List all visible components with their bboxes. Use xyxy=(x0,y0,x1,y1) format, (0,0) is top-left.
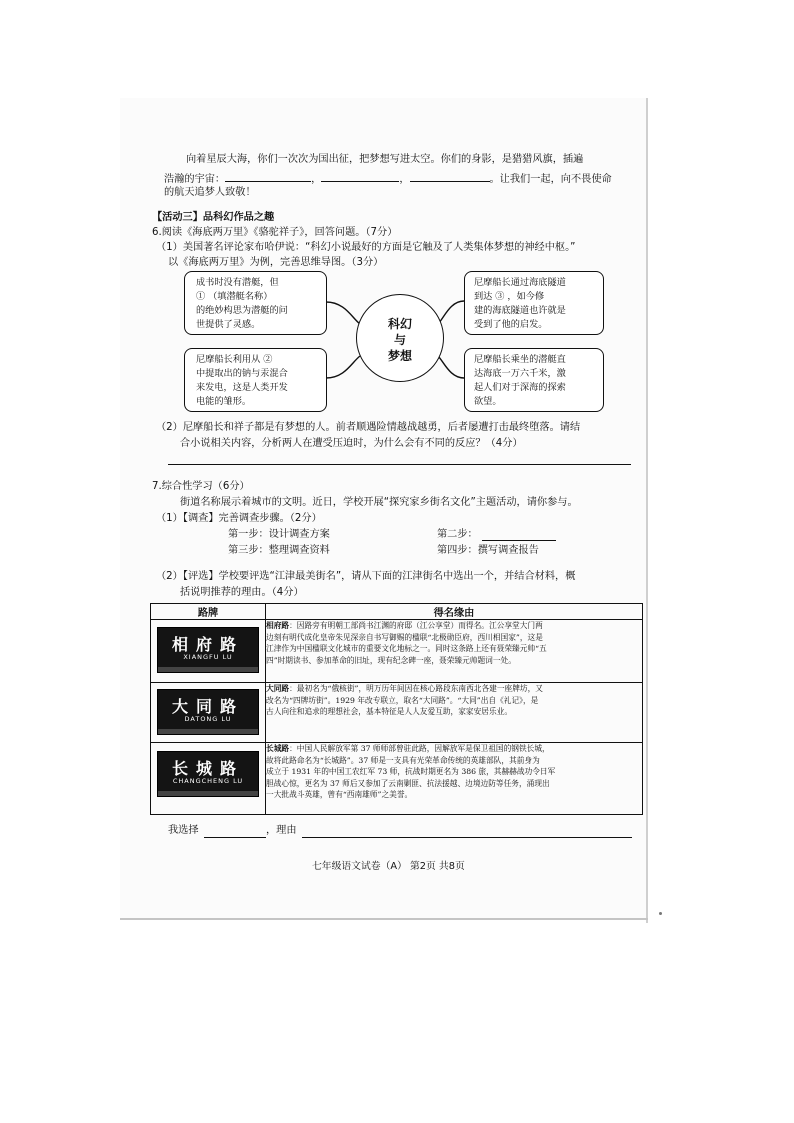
table-row xyxy=(151,620,643,683)
mindmap-tl-line-3: 的绝妙构思为潜艇的问 xyxy=(196,305,288,316)
choose-label: 我选择 xyxy=(168,825,199,836)
q6-part1-line1: （1）美国著名评论家布哈伊说：“科幻小说最好的方面是它触及了人类集体梦想的神经中枢。” xyxy=(156,242,576,253)
mindmap-bl-line-2: 中提取出的钠与汞混合 xyxy=(196,368,288,379)
q6-part2-line2: 合小说相关内容，分析两人在遭受压迫时，为什么会有不同的反应？（4分） xyxy=(180,438,523,449)
mindmap-br-line-1: 尼摩船长乘坐的潜艇直 xyxy=(474,354,566,365)
reason-cell: 长城路：中国人民解放军第 37 师师部曾驻此路，因解放军是保卫祖国的钢铁长城， 故将此路命名为“长城路”。37 师是一支具有光荣革命传统的英雄部队，其前身为 成立于 1931 年的中国工农红军 73 师，抗战时期更名为 386 旅，其赫赫战功令日军 胆战心惊，更名为 37 师后又参加了云南剿匪、抗法援越、边境边防等任务，涌现出 一大批战斗英雄，曾有“西南雄师”之美誉。 xyxy=(266,743,643,815)
street-sign-datong: 大同路 DATONG LU xyxy=(157,689,259,735)
mindmap-bl-line-1: 尼摩船长利用从 ② xyxy=(196,354,273,365)
table-header-row xyxy=(151,604,643,620)
header-reason: 得名缘由 xyxy=(266,604,643,620)
street-name-table xyxy=(150,603,643,815)
mindmap-tr-line-2: 到达 ③ ，如今修 xyxy=(474,291,545,302)
mindmap-tr-line-1: 尼摩船长通过海底隧道 xyxy=(474,277,566,288)
sign-cell xyxy=(151,683,266,743)
mindmap-center-circle xyxy=(356,294,444,382)
q7-title: 7.综合性学习（6分） xyxy=(152,481,250,492)
mindmap-br-line-2: 达海底一万六千米，激 xyxy=(474,368,566,379)
answer-line-q6[interactable] xyxy=(168,464,631,465)
q7-part1: （1）【调查】完善调查步骤。（2分） xyxy=(156,513,322,524)
q7-part2-line2: 括说明推荐的理由。（4分） xyxy=(180,587,304,598)
header-sign: 路牌 xyxy=(151,604,266,620)
q7-part2-line1: （2）【评选】学校要评选“江津最美街名”，请从下面的江津街名中选出一个，并结合材料，概 xyxy=(156,571,576,582)
mindmap-tl-line-1: 成书时没有潜艇，但 xyxy=(196,277,279,288)
reason-label: ，理由 xyxy=(266,825,297,836)
table-row xyxy=(151,743,643,815)
mindmap-bl-line-4: 电能的雏形。 xyxy=(196,396,252,407)
poem-line-3: 的航天追梦人致敬！ xyxy=(164,187,256,198)
q7-intro: 街道名称展示着城市的文明。近日，学校开展“探究家乡街名文化”主题活动，请你参与。 xyxy=(180,497,578,508)
step-4: 第四步：撰写调查报告 xyxy=(437,545,539,556)
poem-line-2: 浩瀚的宇宙： ， ， 。让我们一起，向不畏使命 xyxy=(164,170,612,187)
center-text-1: 科幻 xyxy=(387,317,412,331)
reason-cell: 大同路：最初名为“俄核街”，明万历年间因在核心路段东南西北各建一座牌坊，又 改名为“四牌坊街”。1929 年改专联立，取名“大同路”。“大同”出自《礼记》，是 古人向往和追求的理想社会，基本特征是人人友爱互助，家家安居乐业。 xyxy=(266,683,643,743)
table-row xyxy=(151,683,643,743)
mindmap-br-line-3: 起人们对于深海的探索 xyxy=(474,382,566,393)
step-1: 第一步：设计调查方案 xyxy=(228,529,330,540)
street-sign-xiangfu: 相府路 XIANGFU LU xyxy=(157,627,259,673)
reason-cell: 相府路：因路旁有明朝工部尚书江渊的府邸（江公享堂）而得名。江公享堂大门两 边刻有明代成化皇帝朱见深亲自书写御赐的楹联“北极勋臣府，西川相国家”，这是 江津作为中国楹联文化城市的重要文化地标之一。同时这条路上还有聂荣臻元帅“五 四”时期读书、参加革命的旧址，现有纪念碑一座，聂荣臻元帅题词一处。 xyxy=(266,620,643,683)
street-sign-changcheng: 长城路 CHANGCHENG LU xyxy=(157,751,259,797)
q6-title: 6.阅读《海底两万里》《骆驼祥子》，回答问题。（7分） xyxy=(152,227,398,238)
answer-blank-step2[interactable] xyxy=(482,540,556,541)
sign-cell xyxy=(151,743,266,815)
answer-line-reason[interactable] xyxy=(302,837,632,838)
page-footer: 七年级语文试卷（A） 第2页 共8页 xyxy=(312,861,465,872)
poem-line-2a: 浩瀚的宇宙： xyxy=(164,174,226,185)
step-3: 第三步：整理调查资料 xyxy=(228,545,330,556)
center-text-3: 梦想 xyxy=(387,349,412,363)
q6-part1-line2: 以《海底两万里》为例，完善思维导图。（3分） xyxy=(168,257,384,268)
activity-3-heading: 【活动三】品科幻作品之趣 xyxy=(152,212,275,223)
mindmap-bl-line-3: 来发电，这是人类开发 xyxy=(196,382,288,393)
mindmap-tl-line-4: 世提供了灵感。 xyxy=(196,319,261,330)
poem-line-1: 向着星辰大海，你们一次次为国出征，把梦想写进太空。你们的身影，是猎猎风旗，插遍 xyxy=(186,154,584,165)
step-2: 第二步： xyxy=(437,529,478,540)
answer-blank-choice[interactable] xyxy=(204,837,266,838)
q6-part2-line1: （2）尼摩船长和祥子都是有梦想的人。前者顺遇险情越战越勇，后者屡遭打击最终堕落。请结 xyxy=(156,422,581,433)
sign-cell xyxy=(151,620,266,683)
mindmap-tr-line-4: 受到了他的启发。 xyxy=(474,319,548,330)
mindmap-tl-line-2: ① （填潜艇名称） xyxy=(196,291,273,302)
center-text-2: 与 xyxy=(393,333,406,347)
mindmap-tr-line-3: 建的海底隧道也许就是 xyxy=(474,305,566,316)
mindmap-br-line-4: 欲望。 xyxy=(474,396,502,407)
